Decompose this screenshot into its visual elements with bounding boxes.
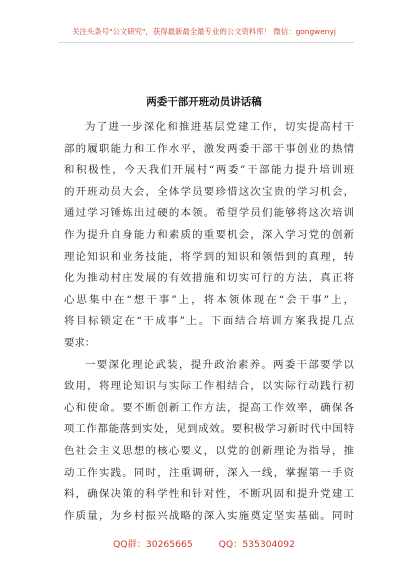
text-line: 为了进一步深化和推进基层党建工作，切实提高村干	[85, 121, 354, 133]
qq-number: QQ：535304092	[218, 539, 295, 550]
text-line: 化为推动村庄发展的有效措施和切实可行的方法，真正将	[64, 272, 354, 285]
text-line: 理论知识和业务技能，将学到的知识和领悟到的真理，转	[64, 250, 354, 263]
text-line: 的开班动员大会，全体学员要珍惜这次宝贵的学习机会，	[64, 185, 354, 198]
text-line: 作为提升自身能力和素质的重要机会，深入学习党的创新	[64, 228, 354, 241]
text-line: 和积极性，今天我们开展村“两委”干部能力提升培训班	[64, 164, 354, 177]
text-line: 色社会主义思想的核心要义，以党的创新理论为指导，推	[64, 444, 354, 457]
contact-footer	[0, 536, 408, 550]
promo-banner: 关注头条号"公文研究"，获得最新最全最专业的公文资料库！ 微信：gongwenyj	[72, 27, 336, 36]
text-line: 动工作实践。同时，注重调研，深入一线，掌握第一手资	[64, 466, 354, 479]
document-body	[64, 117, 354, 527]
text-line: 要求：	[64, 336, 96, 349]
text-line: 心和使命。要不断创新工作方法，提高工作效率，确保各	[64, 401, 354, 414]
text-line: 作质量，为乡村振兴战略的深入实施奠定坚实基础。同时	[64, 509, 354, 522]
text-line: 一要深化理论武装，提升政治素养。两委干部要学以	[85, 358, 354, 371]
text-line: 料，确保决策的科学性和针对性，不断巩固和提升党建工	[64, 488, 354, 501]
text-line: 项工作都能落到实处，见到成效。要积极学习新时代中国特	[64, 423, 354, 436]
text-line: 通过学习锤炼出过硬的本领。希望学员们能够将这次培训	[64, 207, 354, 220]
text-line: 部的履职能力和工作水平，激发两委干部干事创业的热情	[64, 142, 354, 155]
document-title: 两委干部开班动员讲话稿	[146, 96, 262, 108]
text-line: 将目标锁定在“干成事”上。下面结合培训方案我提几点	[64, 315, 354, 328]
text-line: 致用，将理论知识与实际工作相结合，以实际行动践行初	[64, 380, 354, 393]
text-line: 心思集中在“想干事”上，将本领体现在“会干事”上，	[64, 293, 354, 306]
header-divider	[58, 42, 354, 43]
qq-group-number: QQ群：30265665	[113, 539, 193, 550]
